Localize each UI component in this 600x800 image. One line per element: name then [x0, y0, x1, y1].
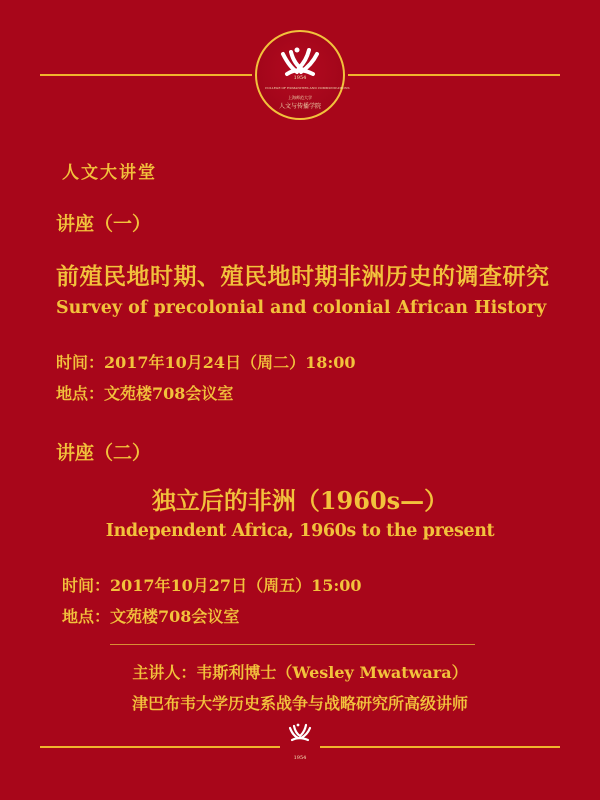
- speaker-name: 主讲人：韦斯利博士（Wesley Mwatwara）: [132, 663, 468, 682]
- bottom-left-rule: [40, 746, 280, 748]
- top-right-rule: [348, 74, 560, 76]
- lecture2-place: 地点：文苑楼708会议室: [62, 607, 240, 626]
- footer-logo-year: 1954: [293, 755, 307, 761]
- lecture1-title-cn: 前殖民地时期、殖民地时期非洲历史的调查研究: [56, 263, 550, 290]
- lecture2-time: 时间：2017年10月27日（周五）15:00: [62, 576, 362, 595]
- lecture2-title-en: Independent Africa, 1960s to the present: [105, 521, 495, 541]
- footer-logo: [285, 722, 315, 767]
- lecture2-title-cn: 独立后的非洲（1960s—）: [151, 486, 449, 515]
- speaker-divider: [110, 644, 475, 645]
- college-emblem: [255, 30, 350, 120]
- emblem-college-name: 人文与传播学院: [278, 103, 321, 110]
- emblem-english-name: COLLEGE OF HUMANITIES AND COMMUNICATIONS: [265, 86, 350, 90]
- lecture1-label: 讲座（一）: [56, 213, 152, 235]
- bottom-right-rule: [320, 746, 560, 748]
- lecture1-title-en: Survey of precolonial and colonial African History: [56, 298, 547, 318]
- lecture2-label: 讲座（二）: [56, 442, 152, 464]
- footer-logo-mark-icon: [285, 722, 315, 754]
- emblem-year: 1954: [293, 75, 307, 81]
- lecture1-place: 地点：文苑楼708会议室: [56, 384, 234, 403]
- speaker-position: 津巴布韦大学历史系战争与战略研究所高级讲师: [131, 694, 468, 713]
- top-left-rule: [40, 74, 252, 76]
- emblem-university-name: 上海师范大学: [288, 95, 312, 100]
- lecture1-time: 时间：2017年10月24日（周二）18:00: [56, 353, 356, 372]
- series-title: 人文大讲堂: [62, 163, 157, 183]
